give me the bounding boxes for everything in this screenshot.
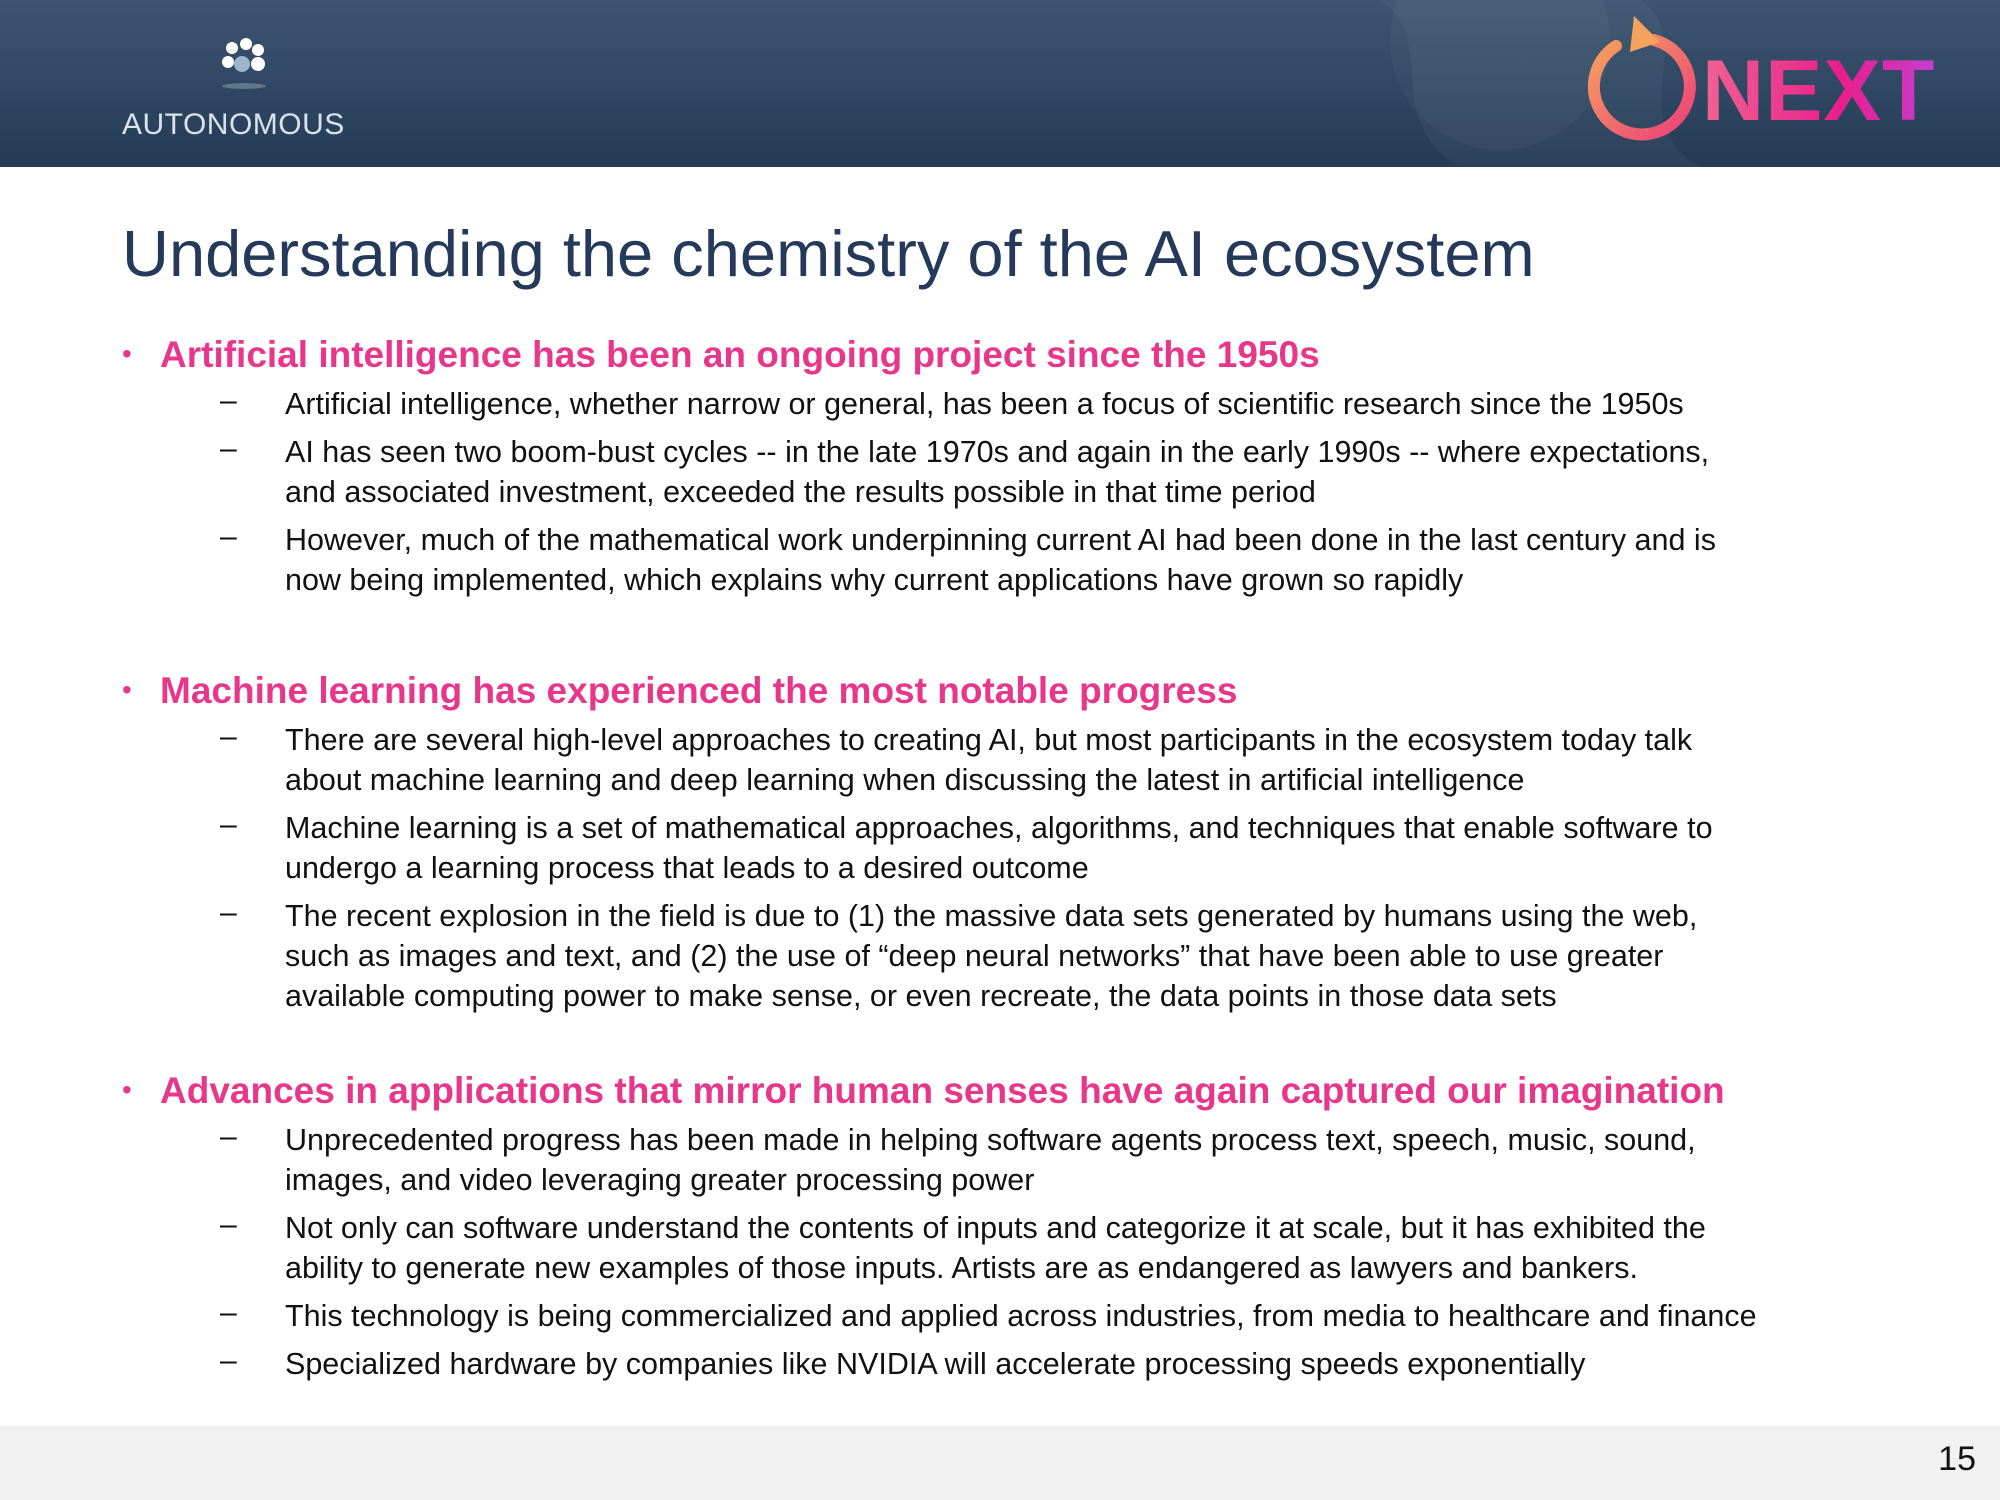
bullet-icon: • <box>122 674 132 705</box>
list-item-line: now being implemented, which explains why current applications have grown so rapidly <box>285 563 1464 597</box>
dash-icon: – <box>220 808 237 841</box>
list-item-line: and associated investment, exceeded the results possible in that time period <box>285 475 1316 509</box>
list-item-line: This technology is being commercialized and applied across industries, from media to healthcare and finance <box>285 1299 1757 1333</box>
list-item-line: available computing power to make sense, or even recreate, the data points in those data sets <box>285 979 1557 1013</box>
list-item-line: There are several high-level approaches to creating AI, but most participants in the ecosystem today talk <box>285 723 1693 757</box>
list-item <box>122 808 1713 888</box>
list-item <box>122 896 1713 1016</box>
list-item-line: images, and video leveraging greater processing power <box>285 1163 1035 1197</box>
slide-header <box>0 0 2000 167</box>
section-ai-history <box>122 334 1716 608</box>
slide-footer <box>0 1426 2000 1500</box>
sub-list <box>122 384 1716 600</box>
section-heading-row <box>122 670 1713 720</box>
dash-icon: – <box>220 1208 237 1241</box>
list-item <box>122 1208 1757 1288</box>
next-logo <box>1576 12 1936 152</box>
section-heading: Machine learning has experienced the most notable progress <box>160 670 1238 711</box>
page-number: 15 <box>1938 1440 1976 1478</box>
list-item-line: undergo a learning process that leads to a desired outcome <box>285 851 1089 885</box>
list-item-line: ability to generate new examples of those inputs. Artists are as endangered as lawyers and bankers. <box>285 1251 1638 1285</box>
section-heading: Advances in applications that mirror human senses have again captured our imagination <box>160 1070 1725 1111</box>
dash-icon: – <box>220 1296 237 1329</box>
list-item <box>122 384 1716 424</box>
list-item <box>122 1344 1757 1384</box>
list-item-line: However, much of the mathematical work underpinning current AI had been done in the last century and is <box>285 523 1716 557</box>
autonomous-logo-text: AUTONOMOUS <box>122 108 345 141</box>
section-heading-row <box>122 1070 1757 1120</box>
list-item <box>122 432 1716 512</box>
dash-icon: – <box>220 384 237 417</box>
list-item <box>122 1296 1757 1336</box>
list-item-line: AI has seen two boom-bust cycles -- in the late 1970s and again in the early 1990s -- where expectations, <box>285 435 1710 469</box>
list-item-line: The recent explosion in the field is due to (1) the massive data sets generated by humans using the web, <box>285 899 1698 933</box>
list-item-line: Unprecedented progress has been made in helping software agents process text, speech, music, sound, <box>285 1123 1696 1157</box>
dash-icon: – <box>220 896 237 929</box>
dash-icon: – <box>220 432 237 465</box>
refresh-arrow-icon <box>1576 12 1716 152</box>
list-item <box>122 1120 1757 1200</box>
section-human-senses <box>122 1070 1757 1392</box>
list-item-line: Machine learning is a set of mathematical approaches, algorithms, and techniques that enable software to <box>285 811 1713 845</box>
sub-list <box>122 1120 1757 1384</box>
list-item-line: Not only can software understand the contents of inputs and categorize it at scale, but it has exhibited the <box>285 1211 1706 1245</box>
sub-list <box>122 720 1713 1016</box>
autonomous-logo-icon <box>218 36 274 96</box>
list-item-line: Artificial intelligence, whether narrow or general, has been a focus of scientific research since the 1950s <box>285 387 1684 421</box>
bullet-icon: • <box>122 1074 132 1105</box>
section-heading-row <box>122 334 1716 384</box>
section-heading: Artificial intelligence has been an ongoing project since the 1950s <box>160 334 1320 375</box>
bullet-icon: • <box>122 338 132 369</box>
page-title: Understanding the chemistry of the AI ecosystem <box>122 217 1535 290</box>
list-item-line: Specialized hardware by companies like NVIDIA will accelerate processing speeds exponentially <box>285 1347 1586 1381</box>
list-item-line: about machine learning and deep learning when discussing the latest in artificial intelligence <box>285 763 1525 797</box>
section-machine-learning <box>122 670 1713 1024</box>
autonomous-logo <box>122 36 372 146</box>
list-item <box>122 520 1716 600</box>
dash-icon: – <box>220 520 237 553</box>
dash-icon: – <box>220 1120 237 1153</box>
next-logo-text: NEXT <box>1702 43 1936 139</box>
dash-icon: – <box>220 720 237 753</box>
list-item-line: such as images and text, and (2) the use of “deep neural networks” that have been able to use greater <box>285 939 1664 973</box>
dash-icon: – <box>220 1344 237 1377</box>
list-item <box>122 720 1713 800</box>
